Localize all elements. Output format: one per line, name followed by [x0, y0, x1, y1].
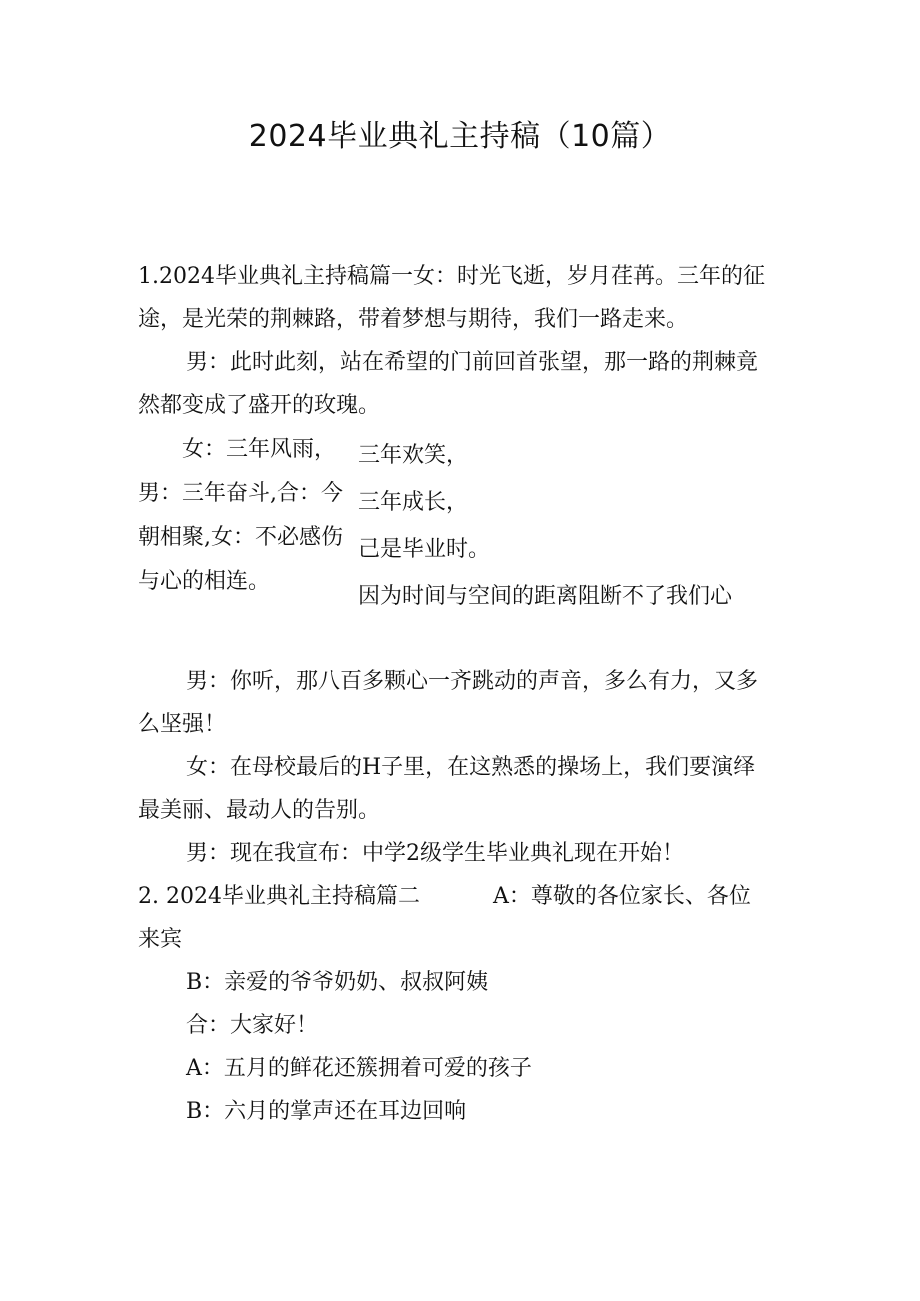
- paragraph-line: 男：你听，那八百多颗心一齐跳动的声音，多么有力，又多: [186, 669, 759, 694]
- paragraph-line: 2. 2024毕业典礼主持稿篇二 A：尊敬的各位家长、各位: [138, 884, 751, 909]
- right-column: [358, 432, 778, 620]
- paragraph-line: 女：在母校最后的H子里，在这熟悉的操场上，我们要演绎: [186, 755, 756, 780]
- paragraph-line: 合：大家好！: [186, 1013, 319, 1038]
- paragraph-line: B：亲爱的爷爷奶奶、叔叔阿姨: [186, 970, 489, 995]
- paragraph-line: 然都变成了盛开的玫瑰。: [138, 393, 381, 418]
- column-line: 朝相聚,女：不必感伤: [138, 525, 343, 550]
- paragraph-line: B：六月的掌声还在耳边回响: [186, 1099, 467, 1124]
- column-line: 男：三年奋斗,合：今: [138, 481, 343, 506]
- paragraph-line: A：五月的鲜花还簇拥着可爱的孩子: [186, 1056, 532, 1081]
- continued-paragraphs: [138, 660, 788, 1133]
- paragraph-line: 途，是光荣的荆棘路，带着梦想与期待，我们一路走来。: [138, 307, 689, 332]
- paragraph-line: 来宾: [138, 927, 183, 952]
- column-line: 己是毕业时。: [358, 537, 491, 562]
- paragraph-line: 么坚强！: [138, 712, 227, 737]
- column-line: 因为时间与空间的距离阻断不了我们心: [358, 584, 733, 609]
- column-line: 三年欢笑，: [358, 443, 469, 468]
- intro-paragraphs: [138, 255, 788, 427]
- column-line: 三年成长，: [358, 490, 469, 515]
- column-line: 与心的相连。: [138, 569, 271, 594]
- column-line: 女：三年风雨，: [138, 437, 337, 462]
- left-column: [138, 428, 353, 604]
- paragraph-line: 最美丽、最动人的告别。: [138, 798, 381, 823]
- paragraph-line: 1.2024毕业典礼主持稿篇一女：时光飞逝，岁月荏苒。三年的征: [138, 264, 765, 289]
- paragraph-line: 男：此时此刻，站在希望的门前回首张望，那一路的荆棘竟: [186, 350, 759, 375]
- document-title: 2024毕业典礼主持稿（10篇）: [248, 119, 672, 154]
- paragraph-line: 男：现在我宣布：中学2级学生毕业典礼现在开始！: [186, 841, 684, 866]
